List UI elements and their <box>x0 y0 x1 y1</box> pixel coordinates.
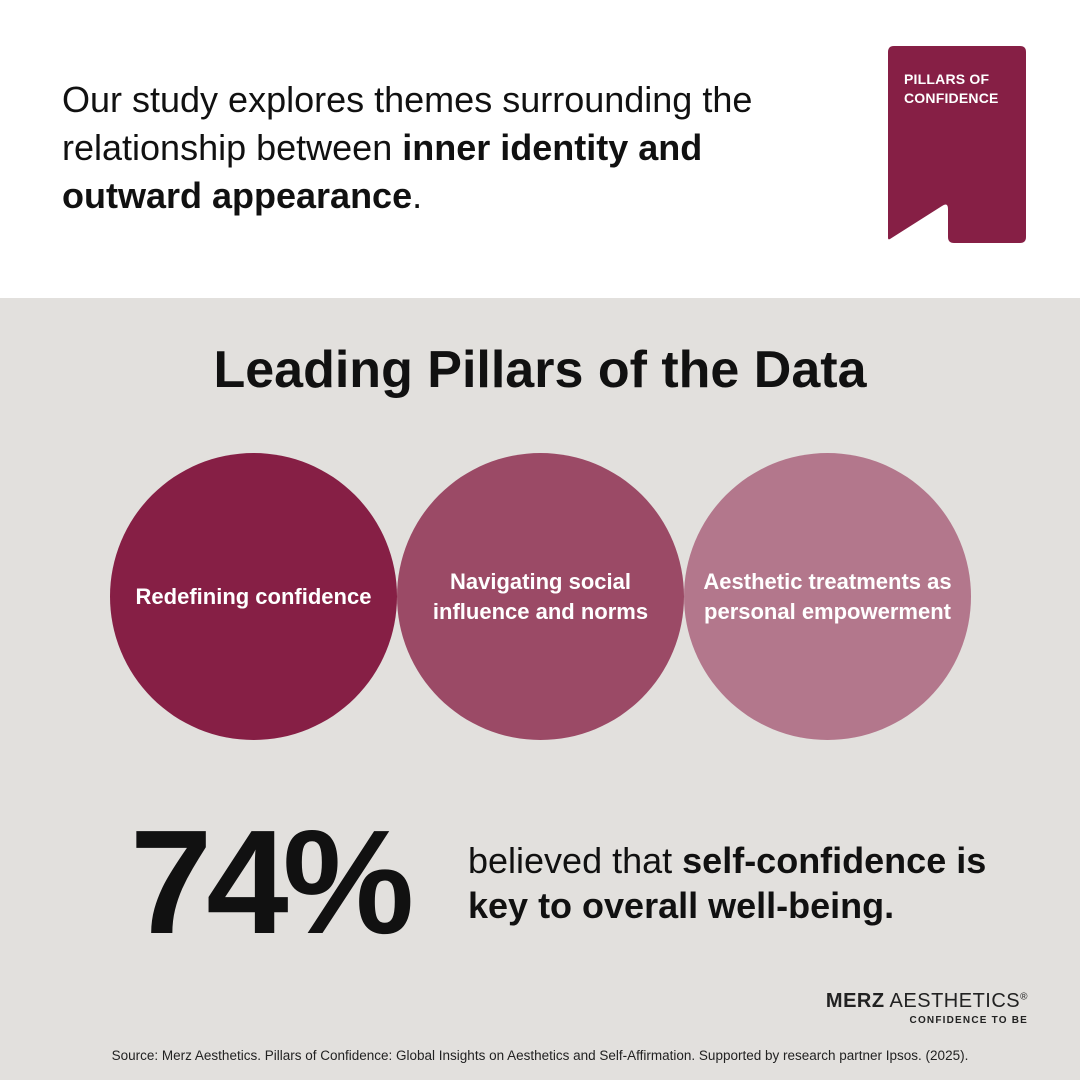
source-footnote: Source: Merz Aesthetics. Pillars of Confidence: Global Insights on Aesthetics and Self-Affirmation. Supported by research partner Ipsos. (2025). <box>111 1048 969 1063</box>
pillar-circle-1 <box>110 453 397 740</box>
pillar-circle-2 <box>397 453 684 740</box>
logo-tagline: CONFIDENCE TO BE <box>909 1015 1028 1026</box>
intro-text-emphasis: inner identity and outward appearance <box>62 127 703 216</box>
stat-text-pre: believed that <box>468 840 683 881</box>
stat-text-emphasis: self-confidence is key to overall well-being. <box>468 840 987 926</box>
logo-name-rest: AESTHETICS <box>884 990 1021 1012</box>
section-heading: Leading Pillars of the Data <box>213 341 867 399</box>
intro-text-end: . <box>412 175 423 216</box>
intro-section <box>0 0 1080 298</box>
intro-text-part: Our study explores themes surrounding the relationship between <box>62 79 753 168</box>
badge-label <box>904 70 1024 108</box>
merz-logo <box>826 990 1028 1026</box>
stat-value: 74% <box>130 800 409 965</box>
intro-text <box>62 76 792 220</box>
pillar-circle-3 <box>684 453 971 740</box>
pillars-badge <box>888 46 1026 243</box>
logo-wordmark <box>826 990 1028 1013</box>
logo-name-strong: MERZ <box>825 990 885 1012</box>
badge-line-1: PILLARS OF <box>904 71 990 87</box>
stat-description <box>468 838 1028 928</box>
pillar-label-3: Aesthetic treatments as personal empowerment <box>703 568 952 624</box>
badge-line-2: CONFIDENCE <box>904 90 999 106</box>
pillar-label-1: Redefining confidence <box>135 583 372 609</box>
registered-mark: ® <box>1020 991 1028 1003</box>
pillar-label-2: Navigating social influence and norms <box>432 568 649 624</box>
